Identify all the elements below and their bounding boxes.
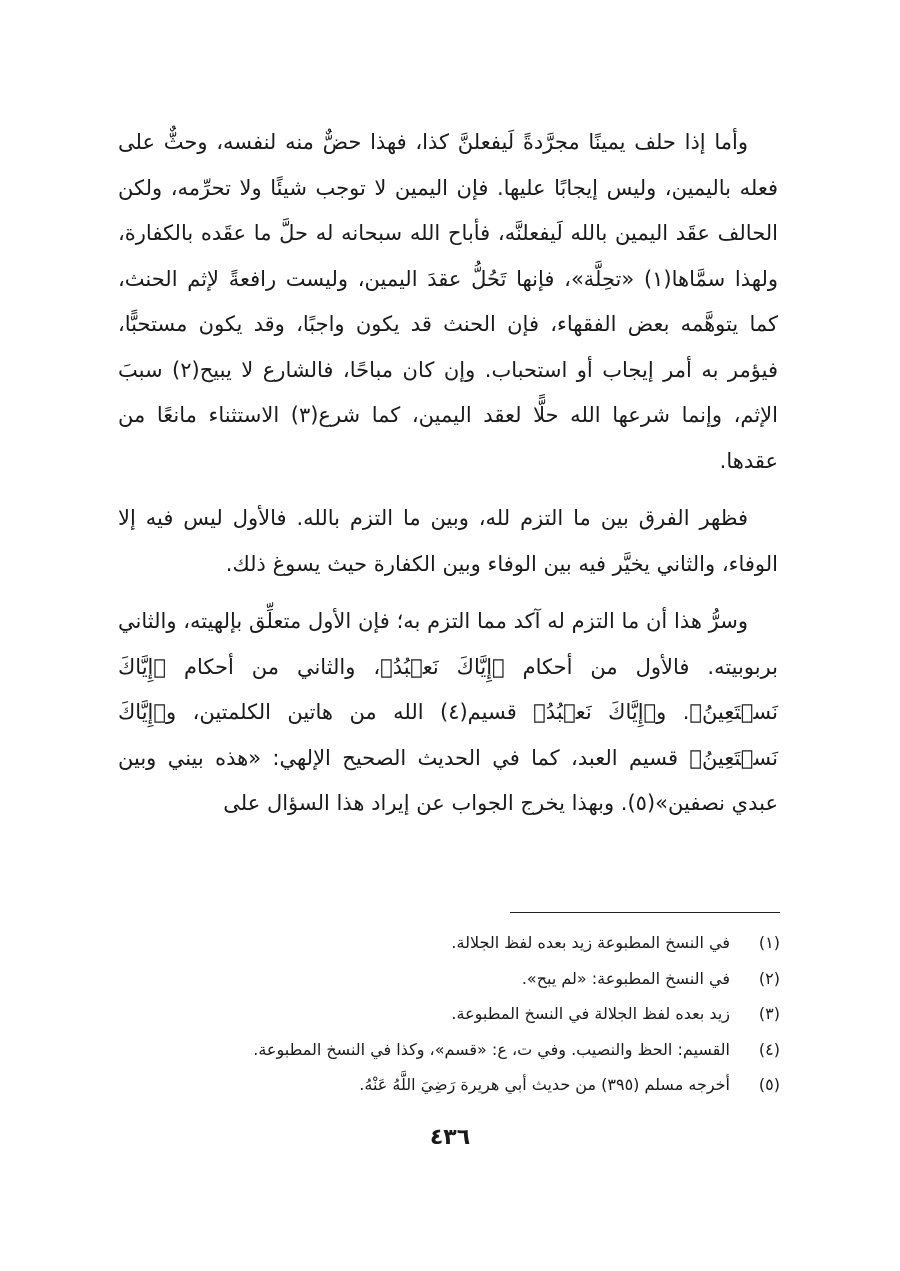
footnote-4 <box>118 1032 780 1068</box>
footnote-text: في النسخ المطبوعة زيد بعده لفظ الجلالة. <box>451 933 730 952</box>
footnote-text: أخرجه مسلم (٣٩٥) من حديث أبي هريرة رَضِيَ اللَّهُ عَنْهُ. <box>359 1075 730 1094</box>
main-text-body <box>118 120 778 827</box>
footnote-text: زيد بعده لفظ الجلالة في النسخ المطبوعة. <box>451 1004 730 1023</box>
footnote-5 <box>118 1067 780 1103</box>
footnote-separator <box>510 912 780 913</box>
footnotes-section <box>118 925 780 1103</box>
footnote-1 <box>118 925 780 961</box>
footnote-number: (١) <box>758 933 780 952</box>
paragraph-2: فظهر الفرق بين ما التزم لله، وبين ما التزم بالله. فالأول ليس فيه إلا الوفاء، والثاني يخيَّر فيه بين الوفاء وبين الكفارة حيث يسوغ ذلك. <box>118 506 778 576</box>
paragraph-1: وأما إذا حلف يمينًا مجرَّدةً لَيفعلنَّ كذا، فهذا حضٌّ منه لنفسه، وحثٌّ على فعله باليمين، وليس إيجابًا عليها. فإن اليمين لا توجب شيئًا ولا تحرِّمه، ولكن الحالف عقَد اليمين بالله لَيفعلنَّه، فأباح الله سبحانه له حلَّ ما عقَده بالكفارة، ولهذا سمَّاها(١) «تحِلَّة»، فإنها تَحُلُّ عقدَ اليمين، وليست رافعةً لإثم الحنث، كما يتوهَّمه بعض الفقهاء، فإن الحنث قد يكون واجبًا، وقد يكون مستحبًّا، فيؤمر به أمر إيجاب أو استحباب. وإن كان مباحًا، فالشارع لا يبيح(٢) سببَ الإثم، وإنما شرعها الله حلًّا لعقد اليمين، كما شرع(٣) الاستثناء مانعًا من عقدها. <box>118 130 778 473</box>
footnote-number: (٣) <box>758 1004 780 1023</box>
footnote-text: القسيم: الحظ والنصيب. وفي ت، ع: «قسم»، وكذا في النسخ المطبوعة. <box>253 1039 730 1059</box>
footnote-2 <box>118 961 780 997</box>
page-number: ٤٣٦ <box>429 1125 471 1150</box>
footnote-number: (٥) <box>758 1075 780 1094</box>
footnote-number: (٤) <box>758 1039 780 1059</box>
paragraph-3: وسرُّ هذا أن ما التزم له آكد مما التزم به؛ فإن الأول متعلِّق بإلهيته، والثاني بربوبيته. فالأول من أحكام ﴿إِيَّاكَ نَعۡبُدُ﴾، والثاني من أحكام ﴿إِيَّاكَ نَسۡتَعِينُ﴾. و﴿إِيَّاكَ نَعۡبُدُ﴾ قسيم(٤) الله من هاتين الكلمتين، و﴿إِيَّاكَ نَسۡتَعِينُ﴾ قسيم العبد، كما في الحديث الصحيح الإلهي: «هذه بيني وبين عبدي نصفين»(٥). وبهذا يخرج الجواب عن إيراد هذا السؤال على <box>118 609 778 815</box>
footnote-text: في النسخ المطبوعة: «لم يبح». <box>521 968 730 988</box>
footnote-number: (٢) <box>758 968 780 988</box>
footnote-3 <box>118 996 780 1032</box>
